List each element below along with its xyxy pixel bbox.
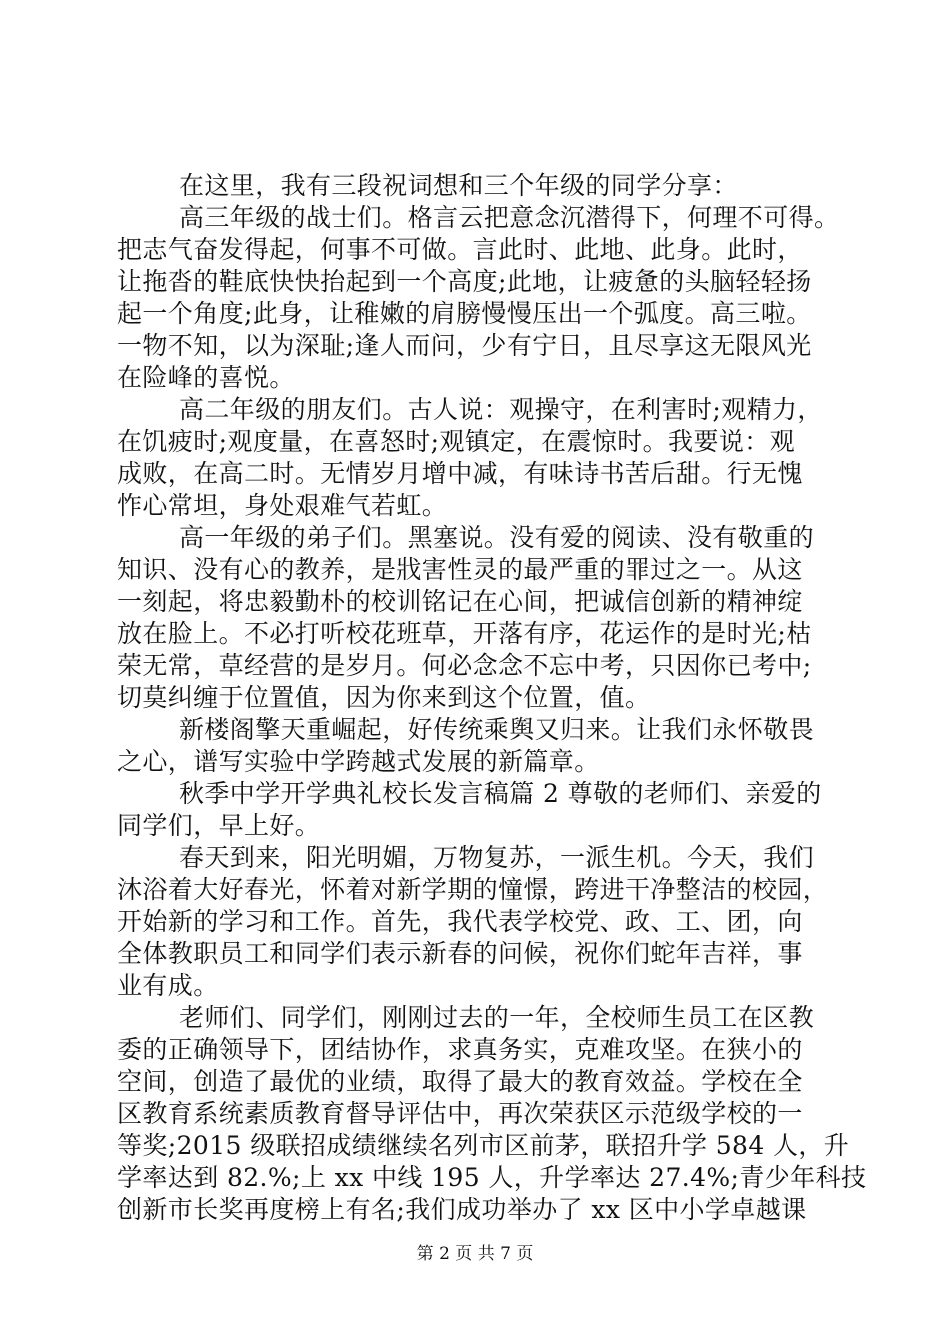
text-line: 知识、没有心的教养，是戕害性灵的最严重的罪过之一。从这 [117, 555, 803, 584]
text-line: 开始新的学习和工作。首先，我代表学校党、政、工、团，向 [117, 907, 803, 936]
text-line: 空间，创造了最优的业绩，取得了最大的教育效益。学校在全 [117, 1067, 803, 1096]
text-line: 高二年级的朋友们。古人说：观操守，在利害时;观精力， [179, 395, 823, 424]
text-line: 区教育系统素质教育督导评估中，再次荣获区示范级学校的一 [117, 1099, 803, 1128]
text-line: 在险峰的喜悦。 [117, 363, 295, 392]
text-line: 沐浴着大好春光，怀着对新学期的憧憬，跨进干净整洁的校园， [117, 875, 829, 904]
text-line: 全体教职员工和同学们表示新春的问候，祝你们蛇年吉祥，事 [117, 939, 803, 968]
document-body [117, 170, 867, 1226]
text-line: 学率达到 82.%;上 xx 中线 195 人，升学率达 27.4%;青少年科技 [117, 1163, 867, 1192]
text-line: 之心，谱写实验中学跨越式发展的新篇章。 [117, 747, 600, 776]
text-line: 起一个角度;此身，让稚嫩的肩膀慢慢压出一个弧度。高三啦。 [117, 299, 812, 328]
text-line: 新楼阁擎天重崛起，好传统乘舆又归来。让我们永怀敬畏 [179, 715, 815, 744]
text-line: 荣无常，草经营的是岁月。何必念念不忘中考，只因你已考中; [117, 651, 812, 680]
text-line: 把志气奋发得起，何事不可做。言此时、此地、此身。此时， [117, 235, 803, 264]
text-line: 同学们，早上好。 [117, 811, 321, 840]
text-line: 等奖;2015 级联招成绩继续名列市区前茅，联招升学 584 人，升 [117, 1131, 850, 1160]
page-footer: 第 2 页 共 7 页 [416, 1244, 534, 1264]
text-line: 秋季中学开学典礼校长发言稿篇 2 尊敬的老师们、亲爱的 [179, 779, 822, 808]
text-line: 创新市长奖再度榜上有名;我们成功举办了 xx 区中小学卓越课 [117, 1195, 807, 1224]
text-line: 业有成。 [117, 971, 219, 1000]
text-line: 切莫纠缠于位置值，因为你来到这个位置，值。 [117, 683, 651, 712]
text-line: 在这里，我有三段祝词想和三个年级的同学分享： [179, 171, 738, 200]
text-line: 放在脸上。不必打听校花班草，开落有序，花运作的是时光;枯 [117, 619, 812, 648]
text-line: 高一年级的弟子们。黑塞说。没有爱的阅读、没有敬重的 [179, 523, 815, 552]
text-line: 一刻起，将忠毅勤朴的校训铭记在心间，把诚信创新的精神绽 [117, 587, 803, 616]
text-line: 成败，在高二时。无情岁月增中减，有味诗书苦后甜。行无愧 [117, 459, 803, 488]
text-line: 高三年级的战士们。格言云把意念沉潜得下，何理不可得。 [179, 203, 840, 232]
text-line: 老师们、同学们，刚刚过去的一年，全校师生员工在区教 [179, 1003, 815, 1032]
text-line: 春天到来，阳光明媚，万物复苏，一派生机。今天，我们 [179, 843, 815, 872]
text-line: 怍心常坦，身处艰难气若虹。 [117, 491, 448, 520]
text-line: 让拖沓的鞋底快快抬起到一个高度;此地，让疲惫的头脑轻轻扬 [117, 267, 812, 296]
text-line: 委的正确领导下，团结协作，求真务实，克难攻坚。在狭小的 [117, 1035, 803, 1064]
text-line: 一物不知，以为深耻;逢人而问，少有宁日，且尽享这无限风光 [117, 331, 812, 360]
text-line: 在饥疲时;观度量，在喜怒时;观镇定，在震惊时。我要说：观 [117, 427, 796, 456]
